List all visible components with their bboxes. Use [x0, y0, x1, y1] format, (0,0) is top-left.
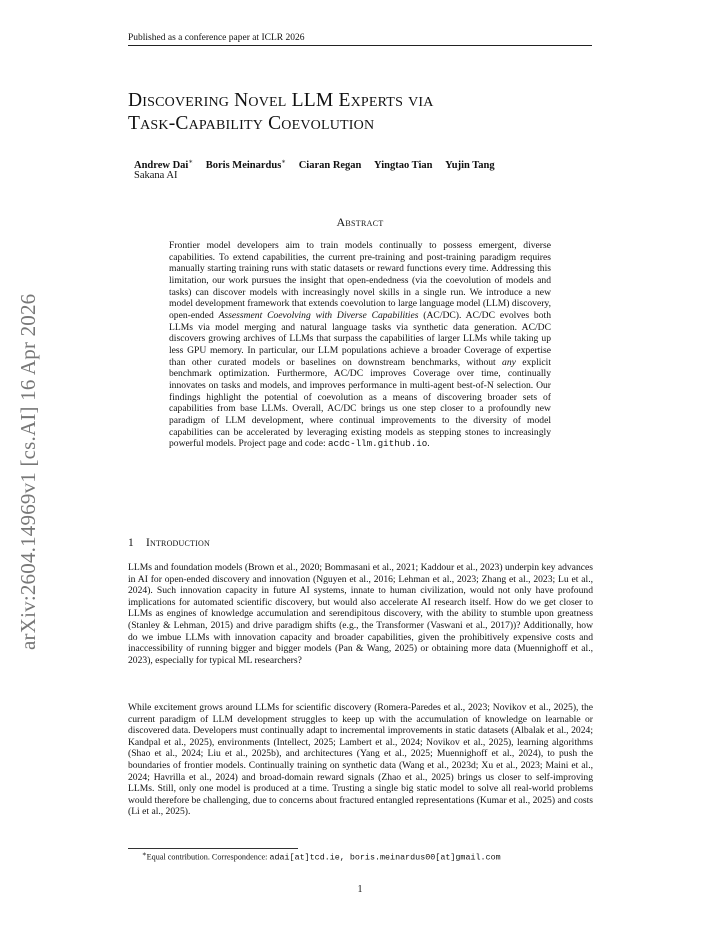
abstract-heading: Abstract: [336, 215, 384, 229]
title-line-1: Discovering Novel LLM Experts via: [128, 90, 434, 111]
section-title: Introduction: [145, 537, 210, 549]
affiliation: Sakana AI: [134, 170, 178, 181]
page-number: 1: [357, 884, 363, 895]
correspondence-emails[interactable]: adai[at]tcd.ie, boris.meinardus00[at]gmail.com: [269, 852, 501, 863]
project-link[interactable]: acdc-llm.github.io: [328, 438, 428, 450]
abstract-text: Frontier model developers aim to train models continually to possess emergent, diverse capabilities. To extend capabilities, the current pre-training and post-training paradigm requires manually starting training runs with static datasets or reward functions every time. Addressing this limitation, our work pursues the insight that open-endedness (via the coevolution of models and tasks) can discover models with increasingly novel skills in a single run. We introduce a new model development framework that extends coevolution to large language model (LLM) discovery, open-ended Assessment Coevolving with Diverse Capabilities (AC/DC). AC/DC evolves both LLMs via model merging and natural language tasks via synthetic data generation. AC/DC discovers growing archives of LLMs that surpass the capabilities of larger LLMs while taking up less GPU memory. In particular, our LLM populations achieve a broader Coverage of expertise than other curated models or baselines on downstream benchmarks, without any explicit benchmark optimization. Furthermore, AC/DC improves Coverage over time, continually innovates on tasks and models, and improves performance in multi-agent best-of-N selection. Our findings highlight the potential of coevolution as a means of discovering broader sets of capabilities from base LLMs. Overall, AC/DC brings us one step closer to a profoundly new paradigm of LLM development, where continual improvements to the diversity of model capabilities can be accelerated by leveraging existing models as stepping stones to increasingly powerful models. Project page and code: acdc-llm.github.io.: [169, 240, 551, 450]
intro-paragraph-1: LLMs and foundation models (Brown et al., 2020; Bommasani et al., 2021; Kaddour et al., 2023) underpin key advances in AI for open-ended discovery and innovation (Nguyen et al., 2016; Lehman et al., 2023; Zhang et al., 2023; Lu et al., 2024). Such innovation capacity in future AI systems, innate to human civilization, would not only have profound implications for automated scientific discovery, but would also accelerate AI research itself. How do we get closer to LLMs as engines of knowledge accumulation and serendipitous discovery, with the ability to stumble upon greatness (Stanley & Lehman, 2015) and drive paradigm shifts (e.g., the Transformer (Vaswani et al., 2017))? Additionally, how do we imbue LLMs with innovation capacity and broader capabilities, given the prohibitively expensive costs and inaccessibility of running bigger and bigger models (Pan & Wang, 2025) or obtaining more data (Muennighoff et al., 2023), especially for typical ML researchers?: [128, 562, 593, 666]
arxiv-identifier-stamp: arXiv:2604.14969v1 [cs.AI] 16 Apr 2026: [16, 293, 40, 650]
author-list: [134, 157, 505, 171]
running-header: Published as a conference paper at ICLR 2026: [128, 33, 592, 46]
intro-paragraph-2: While excitement grows around LLMs for scientific discovery (Romera-Paredes et al., 2023; Novikov et al., 2025), the current paradigm of LLM development struggles to keep up with the accumulation of knowledge on learnable or discovered data. Developers must continually adapt to incremental improvements in static datasets (Albalak et al., 2024; Kandpal et al., 2025), environments (Intellect, 2025; Lambert et al., 2024; Novikov et al., 2025), learning algorithms (Shao et al., 2024; Liu et al., 2025b), and architectures (Yang et al., 2025; Muennighoff et al., 2024), to push the boundaries of frontier models. Continually training on synthetic data (Wang et al., 2023d; Xu et al., 2023; Maini et al., 2024; Havrilla et al., 2024) and broad-domain reward signals (Zhao et al., 2025) brings us closer to self-improving LLMs. Still, only one model is produced at a time. Trusting a single big static model to solve all real-world problems would therefore be challenging, due to concerns about fractured entangled representations (Kumar et al., 2025) and costs (Li et al., 2025).: [128, 702, 593, 818]
section-number: 1: [128, 537, 134, 549]
author: Yingtao Tian: [374, 159, 433, 171]
footnote-rule: [128, 848, 298, 849]
author: Yujin Tang: [445, 159, 495, 171]
footnote: ∗Equal contribution. Correspondence: adai[at]tcd.ie, boris.meinardus00[at]gmail.com: [142, 851, 501, 863]
author: Ciaran Regan: [298, 159, 362, 171]
author: Boris Meinardus∗: [205, 157, 287, 171]
author: Andrew Dai∗: [134, 157, 194, 171]
section-heading-introduction: [128, 537, 210, 549]
paper-title: [128, 89, 598, 135]
title-line-2: Task-Capability Coevolution: [128, 113, 375, 134]
